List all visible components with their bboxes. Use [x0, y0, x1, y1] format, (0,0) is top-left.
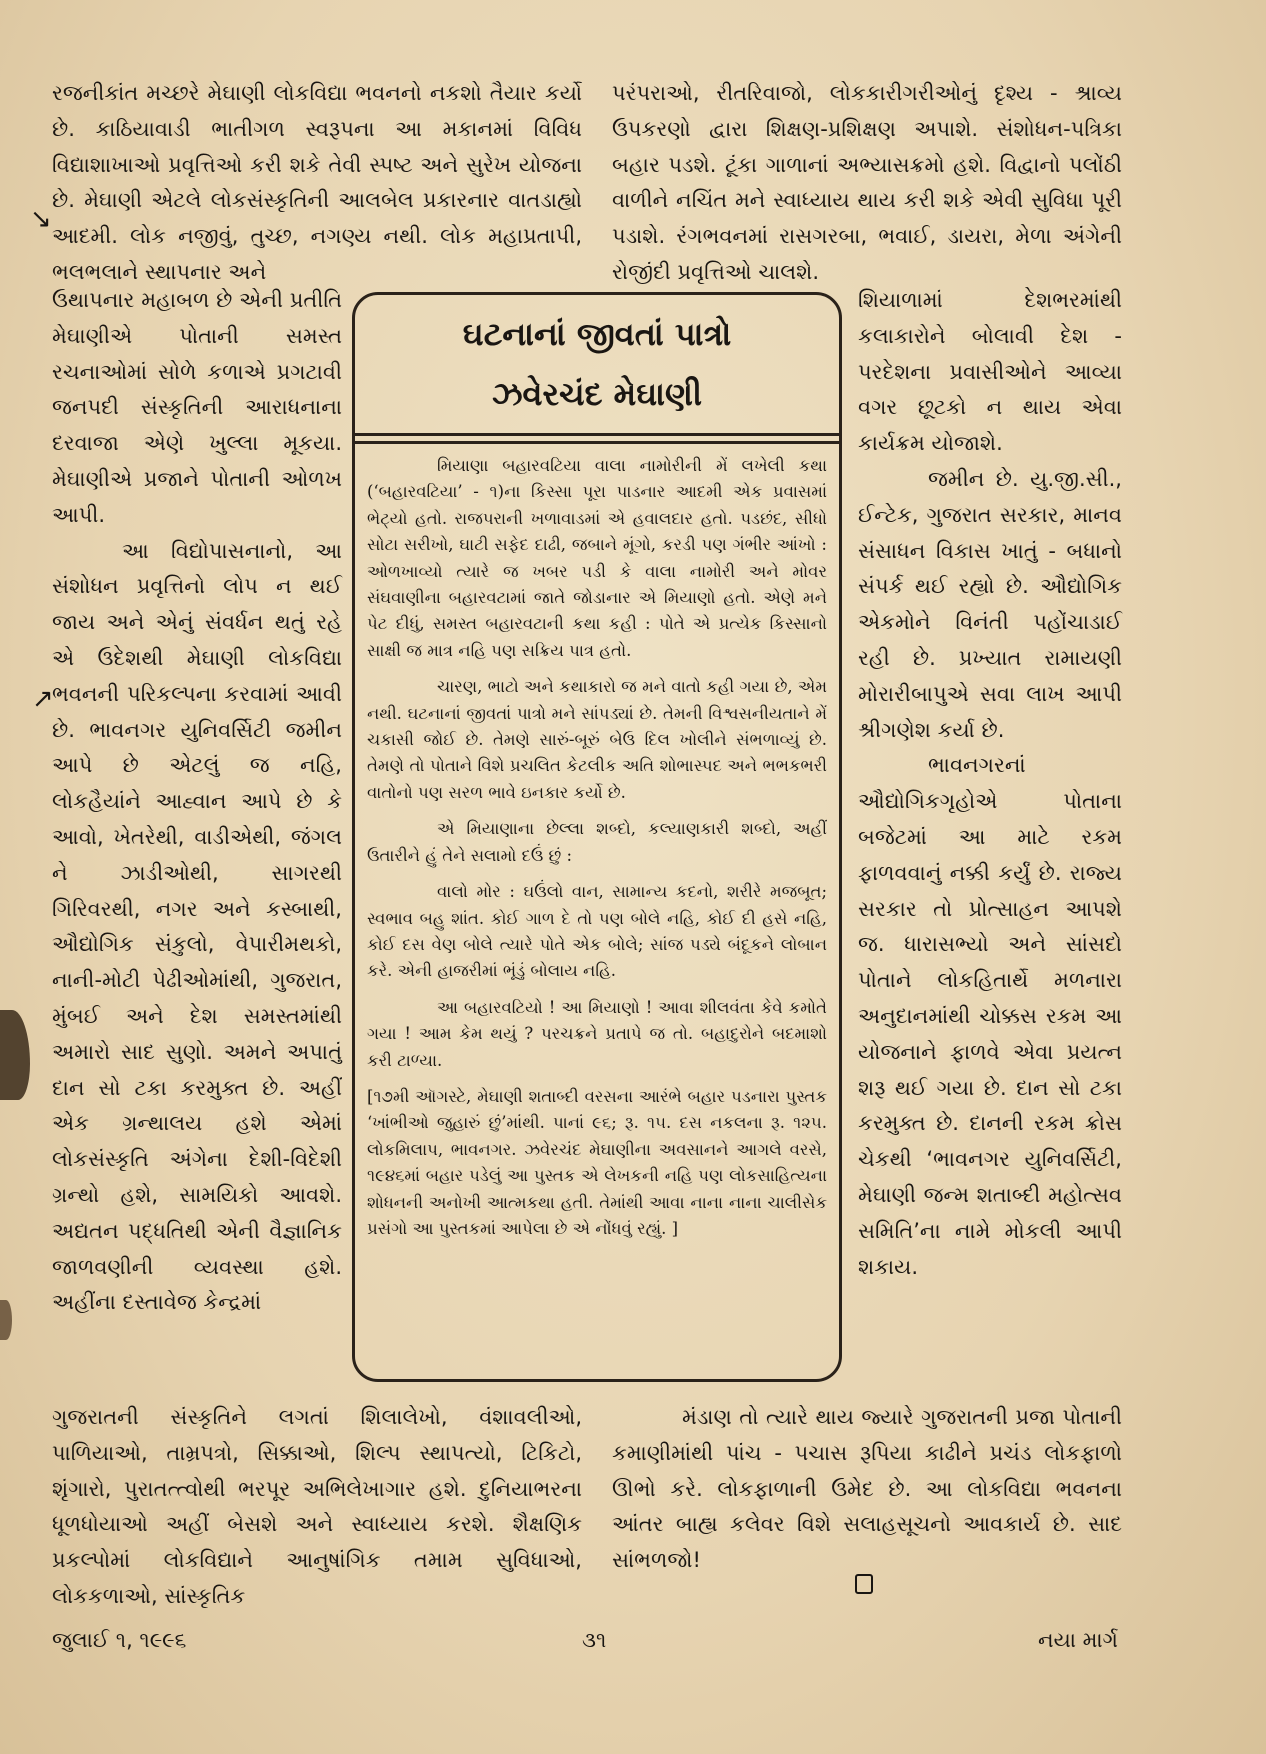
footer-date: જુલાઈ ૧, ૧૯૯૬: [52, 1628, 187, 1652]
article-paragraph: આ વિદ્યોપાસનાનો, આ સંશોધન પ્રવૃત્તિનો લોપ ન થઈ જાય અને એનું સંવર્ધન થતું રહે એ ઉદેશથી મેઘાણી લોકવિદ્યા ભવનની પરિકલ્પના કરવામાં આવી છે. ભાવનગર યુનિવર્સિટી જમીન આપે છે એટલું જ નહિ, લોકહૈયાંને આહ્વાન આપે છે કે આવો, ખેતરેથી, વાડીએથી, જંગલ ને ઝાડીઓથી, સાગરથી ગિરિવરથી, નગર અને કસ્બાથી, ઔદ્યોગિક સંકુલો, વેપારીમથકો, નાની-મોટી પેઢીઓમાંથી, ગુજરાત, મુંબઈ અને દેશ સમસ્તમાંથી અમારો સાદ સુણો. અમને અપાતું દાન સો ટકા કરમુક્ત છે. અહીં એક ગ્રન્થાલય હશે એમાં લોકસંસ્કૃતિ અંગેના દેશી-વિદેશી ગ્રન્થો હશે, સામયિકો આવશે. અદ્યતન પદ્ધતિથી એની વૈજ્ઞાનિક જાળવણીની વ્યવસ્થા હશે. અહીંના દસ્તાવેજ કેન્દ્રમાં: [52, 538, 342, 1315]
box-note: [૧૭મી ઑગસ્ટે, મેઘાણી શતાબ્દી વરસના આરંભે બહાર પડનારા પુસ્તક ‘ખાંભીઓ જુહારું છું’માંથી. પાનાં ૯૬; રૂ. ૧૫. દસ નકલના રૂ. ૧૨૫. લોકમિલાપ, ભાવનગર. ઝવેરચંદ મેઘાણીના અવસાનને આગલે વરસે, ૧૯૪૬માં બહાર પડેલું આ પુસ્તક એ લેખકની નહિ પણ લોકસાહિત્યના શોધનની અનોખી આત્મકથા હતી. તેમાંથી આવા નાના નાના ચાલીસેક પ્રસંગો આ પુસ્તકમાં આપેલા છે એ નોંધવું રહ્યું. ]: [367, 1086, 827, 1238]
page-damage: [0, 1010, 30, 1100]
divider: [352, 433, 842, 436]
end-mark-box: [855, 1574, 873, 1594]
article-paragraph: રજનીકાંત મચ્છરે મેઘાણી લોકવિદ્યા ભવનનો નકશો તૈયાર કર્યો છે. કાઠિયાવાડી ભાતીગળ સ્વરૂપના આ મકાનમાં વિવિધ વિદ્યાશાખાઓ પ્રવૃત્તિઓ કરી શકે તેવી સ્પષ્ટ અને સુરેખ યોજના છે. મેઘાણી એટલે લોકસંસ્કૃતિની આલબેલ પ્રકારનાર વાતડાહ્યો આદમી. લોક નજીવું, તુચ્છ, નગણ્ય નથી. લોક મહાપ્રતાપી, ભલભલાને સ્થાપનાર અને: [52, 81, 582, 284]
article-column-left-mid: [52, 283, 342, 1321]
margin-mark: ↘: [30, 204, 52, 234]
sidebar-box: [352, 292, 842, 1382]
article-paragraph: પરંપરાઓ, રીતરિવાજો, લોકકારીગરીઓનું દૃશ્ય - શ્રાવ્ય ઉપકરણો દ્વારા શિક્ષણ-પ્રશિક્ષણ અપાશે. સંશોધન-પત્રિકા બહાર પડશે. ટૂંકા ગાળાનાં અભ્યાસક્રમો હશે. વિદ્વાનો પલોંઠી વાળીને નચિંત મને સ્વાધ્યાય થાય કરી શકે એવી સુવિધા પૂરી પડાશે. રંગભવનમાં રાસગરબા, ભવાઈ, ડાયરા, મેળા અંગેની રોજીંદી પ્રવૃત્તિઓ ચાલશે.: [612, 81, 1122, 284]
page-damage: [0, 1300, 12, 1340]
box-title: ઘટનાનાં જીવતાં પાત્રો: [462, 315, 732, 353]
article-paragraph: જમીન છે. યુ.જી.સી., ઈન્ટેક, ગુજરાત સરકાર, માનવ સંસાધન વિકાસ ખાતું - બધાનો સંપર્ક થઈ રહ્યો છે. ઔદ્યોગિક એકમોને વિનંતી પહોંચાડાઈ રહી છે. પ્રખ્યાત રામાયણી મોરારીબાપુએ સવા લાખ આપી શ્રીગણેશ કર્યા છે.: [858, 466, 1122, 742]
divider: [352, 441, 842, 444]
box-paragraph: આ બહારવટિયો ! આ મિયાણો ! આવા શીલવંતા કેવે કમોતે ગયા ! આમ કેમ થયું ? પરચક્રને પ્રતાપે જ તો. બહાદુરોને બદમાશો કરી ટાળ્યા.: [367, 997, 827, 1070]
box-paragraph: એ મિયાણાના છેલ્લા શબ્દો, કલ્યાણકારી શબ્દો, અહીં ઉતારીને હું તેને સલામો દઉં છું :: [367, 819, 827, 865]
article-paragraph: ગુજરાતની સંસ્કૃતિને લગતાં શિલાલેખો, વંશાવલીઓ, પાળિયાઓ, તામ્રપત્રો, સિક્કાઓ, શિલ્પ સ્થાપત્યો, ટિકિટો, શૃંગારો, પુરાતત્ત્વોથી ભરપૂર અભિલેખાગાર હશે. દુનિયાભરના ધૂળધોયાઓ અહીં બેસશે અને સ્વાધ્યાય કરશે. શૈક્ષણિક પ્રકલ્પોમાં લોકવિદ્યાને આનુષાંગિક તમામ સુવિધાઓ, લોકકળાઓ, સાંસ્કૃતિક: [52, 1405, 582, 1608]
article-column-left-top: [52, 76, 582, 291]
magazine-name: નયા માર્ગ: [1038, 1628, 1118, 1652]
article-paragraph: ઉથાપનાર મહાબળ છે એની પ્રતીતિ મેઘાણીએ પોતાની સમસ્ત રચનાઓમાં સોળે કળાએ પ્રગટાવી જનપદી સંસ્કૃતિની આરાધનાના દરવાજા એણે ખુલ્લા મૂકયા. મેઘાણીએ પ્રજાને પોતાની ઓળખ આપી.: [52, 288, 342, 527]
box-paragraph: ચારણ, ભાટો અને કથાકારો જ મને વાતો કહી ગયા છે, એમ નથી. ઘટનાનાં જીવતાં પાત્રો મને સાંપડ્યાં છે. તેમની વિશ્વસનીયતાને મેં ચકાસી જોઈ છે. તેમણે સારું-બૂરું બેઉ દિલ ખોલીને સંભળાવ્યું છે. તેમણે તો પોતાને વિશે પ્રચલિત કેટલીક અતિ શોભાસ્પદ અને ભભકભરી વાતોનો પણ સરળ ભાવે ઇનકાર કર્યો છે.: [367, 677, 827, 802]
page-number: ૩૧: [582, 1628, 607, 1652]
article-paragraph: શિયાળામાં દેશભરમાંથી કલાકારોને બોલાવી દેશ - પરદેશના પ્રવાસીઓને આવ્યા વગર છૂટકો ન થાય એવા કાર્યક્રમ યોજાશે.: [858, 288, 1122, 456]
box-paragraph: મિયાણા બહારવટિયા વાલા નામોરીની મેં લખેલી કથા (‘બહારવટિયા’ - ૧)ના કિસ્સા પૂરા પાડનાર આદમી એક પ્રવાસમાં ભેટ્યો હતો. રાજપરાની ખળાવાડમાં એ હવાલદાર હતો. પડછંદ, સીધો સોટા સરીખો, ઘાટી સફેદ દાઢી, જબાને મૂંગો, કરડી પણ ગંભીર આંખો : ઓળખાવ્યો ત્યારે જ ખબર પડી કે વાલા નામોરી અને મોવર સંઘવાણીના બહારવટામાં જાતે જોડાનાર એ મિયાણો હતો. એણે મને પેટ દીધું, સમસ્ત બહારવટાની કથા કહી : પોતે એ પ્રત્યેક કિસ્સાનો સાક્ષી જ માત્ર નહિ પણ સક્રિય પાત્ર હતો.: [367, 456, 827, 660]
article-column-right-bottom: [612, 1400, 1122, 1579]
article-column-left-bottom: [52, 1400, 582, 1615]
article-column-right-mid: [858, 283, 1122, 1285]
box-author: ઝવેરચંદ મેઘાણી: [491, 375, 703, 413]
box-paragraph: વાલો મોર : ઘઉંલો વાન, સામાન્ય કદનો, શરીરે મજબૂત; સ્વભાવ બહુ શાંત. કોઈ ગાળ દે તો પણ બોલે નહિ, કોઈ દી હસે નહિ, કોઈ દસ વેણ બોલે ત્યારે પોતે એક બોલે; સાંજ પડ્યે બંદૂકને લોબાન કરે. એની હાજરીમાં ભૂંડું બોલાય નહિ.: [367, 882, 827, 981]
article-column-right-top: [612, 76, 1122, 291]
box-body: [367, 453, 827, 1252]
article-paragraph: મંડાણ તો ત્યારે થાય જ્યારે ગુજરાતની પ્રજા પોતાની કમાણીમાંથી પાંચ - પચાસ રૂપિયા કાઢીને પ્રચંડ લોકફાળો ઊભો કરે. લોકફાળાની ઉમેદ છે. આ લોકવિદ્યા ભવનના આંતર બાહ્ય કલેવર વિશે સલાહસૂચનો આવકાર્ય છે. સાદ સાંભળજો!: [612, 1405, 1122, 1573]
margin-mark: ↗: [32, 684, 54, 714]
article-paragraph: ભાવનગરનાં ઔદ્યોગિકગૃહોએ પોતાના બજેટમાં આ માટે રકમ ફાળવવાનું નક્કી કર્યું છે. રાજ્ય સરકાર તો પ્રોત્સાહન આપશે જ. ધારાસભ્યો અને સાંસદો પોતાને લોકહિતાર્થે મળનારા અનુદાનમાંથી ચોક્કસ રકમ આ યોજનાને ફાળવે એવા પ્રયત્ન શરૂ થઈ ગયા છે. દાન સો ટકા કરમુક્ત છે. દાનની રકમ ક્રોસ ચેકથી ‘ભાવનગર યુનિવર્સિટી, મેઘાણી જન્મ શતાબ્દી મહોત્સવ સમિતિ’ના નામે મોકલી આપી શકાય.: [858, 753, 1122, 1279]
